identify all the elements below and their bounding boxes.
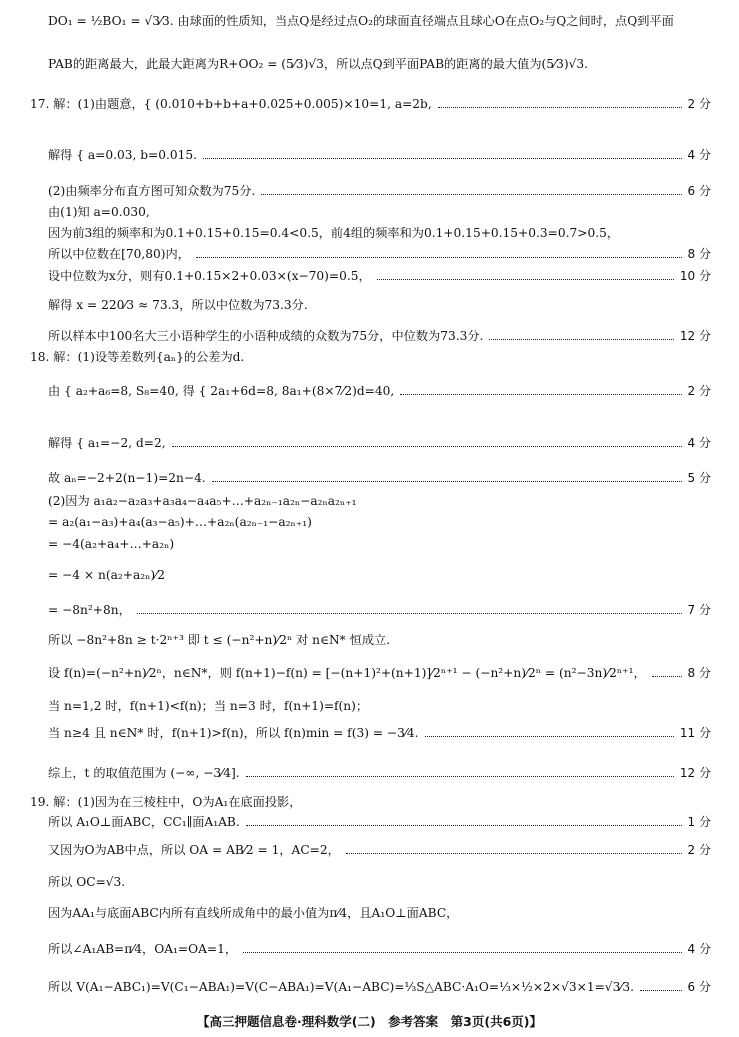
solution-line: [48, 469, 711, 487]
solution-line: [48, 182, 711, 200]
line-text: 解得 { a=0.03, b=0.015.: [48, 148, 198, 162]
question-heading-line: [30, 348, 711, 366]
page-footer: 【高三押题信息卷·理科数学(二) 参考答案 第3页(共6页)】: [197, 1014, 542, 1029]
score-points: 5 分: [687, 471, 711, 485]
dot-leader: [489, 339, 674, 340]
dot-leader: [438, 107, 682, 108]
line-text: DO₁ = ½BO₁ = √3⁄3. 由球面的性质知，当点Q是经过点O₂的球面直径端点且球心O在点O₂与Q之间时，点Q到平面: [48, 14, 674, 28]
line-text: = −8n²+8n，: [48, 603, 131, 617]
solution-line: [48, 631, 711, 649]
dot-leader: [203, 158, 682, 159]
solution-line: [48, 434, 711, 452]
solution-line: [48, 904, 711, 922]
line-text: 设 f(n)=(−n²+n)⁄2ⁿ，n∈N*，则 f(n+1)−f(n) = [−(n+1)²+(n+1)]⁄2ⁿ⁺¹ − (−n²+n)⁄2ⁿ = (n²−3n)⁄2ⁿ⁺¹，: [48, 666, 646, 680]
line-text: 因为前3组的频率和为0.1+0.15+0.15=0.4<0.5，前4组的频率和为0.1+0.15+0.15+0.3=0.7>0.5，: [48, 226, 620, 240]
line-text: 解得 x = 220⁄3 ≈ 73.3，所以中位数为73.3分.: [48, 298, 308, 312]
score-points: 10 分: [679, 269, 711, 283]
solution-line: [48, 873, 711, 891]
line-text: 当 n=1,2 时，f(n+1)<f(n)；当 n=3 时，f(n+1)=f(n)；: [48, 699, 369, 713]
dot-leader: [246, 825, 682, 826]
score-points: 4 分: [687, 942, 711, 956]
solution-line: [48, 764, 711, 782]
line-text: = a₂(a₁−a₃)+a₄(a₃−a₅)+…+a₂ₙ(a₂ₙ₋₁−a₂ₙ₊₁): [48, 515, 312, 529]
score-points: 2 分: [687, 843, 711, 857]
line-text: 所以 V(A₁−ABC₁)=V(C₁−ABA₁)=V(C−ABA₁)=V(A₁−ABC)=⅓S△ABC·A₁O=⅓×½×2×√3×1=√3⁄3.: [48, 980, 634, 994]
line-text: 综上，t 的取值范围为 (−∞, −3⁄4].: [48, 766, 240, 780]
line-text: = −4(a₂+a₄+…+a₂ₙ): [48, 537, 175, 551]
solution-line: [48, 492, 711, 510]
score-points: 8 分: [687, 666, 711, 680]
line-text: 因为AA₁与底面ABC内所有直线所成角中的最小值为π⁄4，且A₁O⊥面ABC，: [48, 906, 459, 920]
solution-line: [48, 203, 711, 221]
line-text: 由 { a₂+a₆=8, S₈=40, 得 { 2a₁+6d=8, 8a₁+(8×7⁄2)d=40,: [48, 384, 395, 398]
solution-line: [48, 267, 711, 285]
score-points: 2 分: [687, 97, 711, 111]
line-text: 所以样本中100名大三小语种学生的小语种成绩的众数为75分，中位数为73.3分.: [48, 329, 484, 343]
solution-line: [48, 513, 711, 531]
solution-line: [48, 697, 711, 715]
solution-line: [48, 296, 711, 314]
dot-leader: [246, 776, 674, 777]
dot-leader: [425, 736, 674, 737]
line-text: 故 aₙ=−2+2(n−1)=2n−4.: [48, 471, 206, 485]
line-text: 由(1)知 a=0.030,: [48, 205, 150, 219]
score-points: 7 分: [687, 603, 711, 617]
score-points: 12 分: [679, 329, 711, 343]
line-text: 所以∠A₁AB=π⁄4，OA₁=OA=1，: [48, 942, 238, 956]
solution-line: [48, 940, 711, 958]
dot-leader: [137, 613, 682, 614]
line-text: 设中位数为x分，则有0.1+0.15×2+0.03×(x−70)=0.5，: [48, 269, 371, 283]
solution-line: [48, 382, 711, 400]
score-points: 11 分: [679, 726, 711, 740]
line-text: 所以 A₁O⊥面ABC，CC₁∥面A₁AB.: [48, 815, 240, 829]
dot-leader: [212, 481, 682, 482]
score-points: 2 分: [687, 384, 711, 398]
dot-leader: [652, 676, 682, 677]
score-points: 12 分: [679, 766, 711, 780]
solution-line: [48, 841, 711, 859]
solution-line: [48, 535, 711, 553]
line-text: 又因为O为AB中点，所以 OA = AB⁄2 = 1，AC=2，: [48, 843, 340, 857]
score-points: 8 分: [687, 247, 711, 261]
line-text: 18. 解：(1)设等差数列{aₙ}的公差为d.: [30, 350, 245, 364]
solution-line: [48, 146, 711, 164]
line-text: (2)由频率分布直方图可知众数为75分.: [48, 184, 256, 198]
dot-leader: [261, 194, 681, 195]
line-text: 所以 OC=√3.: [48, 875, 126, 889]
line-text: (2)因为 a₁a₂−a₂a₃+a₃a₄−a₄a₅+…+a₂ₙ₋₁a₂ₙ−a₂ₙa₂ₙ₊₁: [48, 494, 357, 508]
dot-leader: [346, 853, 682, 854]
dot-leader: [243, 952, 681, 953]
dot-leader: [640, 990, 682, 991]
solution-line: [48, 978, 711, 996]
line-text: 解得 { a₁=−2, d=2,: [48, 436, 166, 450]
solution-line: [48, 724, 711, 742]
score-points: 6 分: [687, 980, 711, 994]
question-heading-line: [30, 793, 711, 811]
line-text: 19. 解：(1)因为在三棱柱中，O为A₁在底面投影，: [30, 795, 302, 809]
dot-leader: [377, 279, 674, 280]
dot-leader: [196, 257, 682, 258]
solution-line: [48, 245, 711, 263]
solution-line: [48, 664, 711, 682]
line-text: 当 n≥4 且 n∈N* 时，f(n+1)>f(n)，所以 f(n)min = f(3) = −3⁄4.: [48, 726, 419, 740]
solution-line: [48, 566, 711, 584]
solution-line: [48, 224, 711, 242]
line-text: 17. 解：(1)由题意，{ (0.010+b+b+a+0.025+0.005)×10=1, a=2b,: [30, 97, 432, 111]
solution-line: [48, 12, 711, 30]
dot-leader: [400, 394, 681, 395]
solution-line: [48, 813, 711, 831]
line-text: = −4 × n(a₂+a₂ₙ)⁄2: [48, 568, 165, 582]
line-text: PAB的距离最大，此最大距离为R+OO₂ = (5⁄3)√3，所以点Q到平面PAB的距离的最大值为(5⁄3)√3.: [48, 57, 588, 71]
score-points: 4 分: [687, 436, 711, 450]
question-heading-line: [30, 95, 711, 113]
solution-line: [48, 327, 711, 345]
score-points: 1 分: [687, 815, 711, 829]
line-text: 所以 −8n²+8n ≥ t·2ⁿ⁺³ 即 t ≤ (−n²+n)⁄2ⁿ 对 n∈N* 恒成立.: [48, 633, 391, 647]
score-points: 4 分: [687, 148, 711, 162]
dot-leader: [172, 446, 682, 447]
score-points: 6 分: [687, 184, 711, 198]
line-text: 所以中位数在[70,80)内，: [48, 247, 190, 261]
solution-line: [48, 55, 711, 73]
solution-line: [48, 601, 711, 619]
